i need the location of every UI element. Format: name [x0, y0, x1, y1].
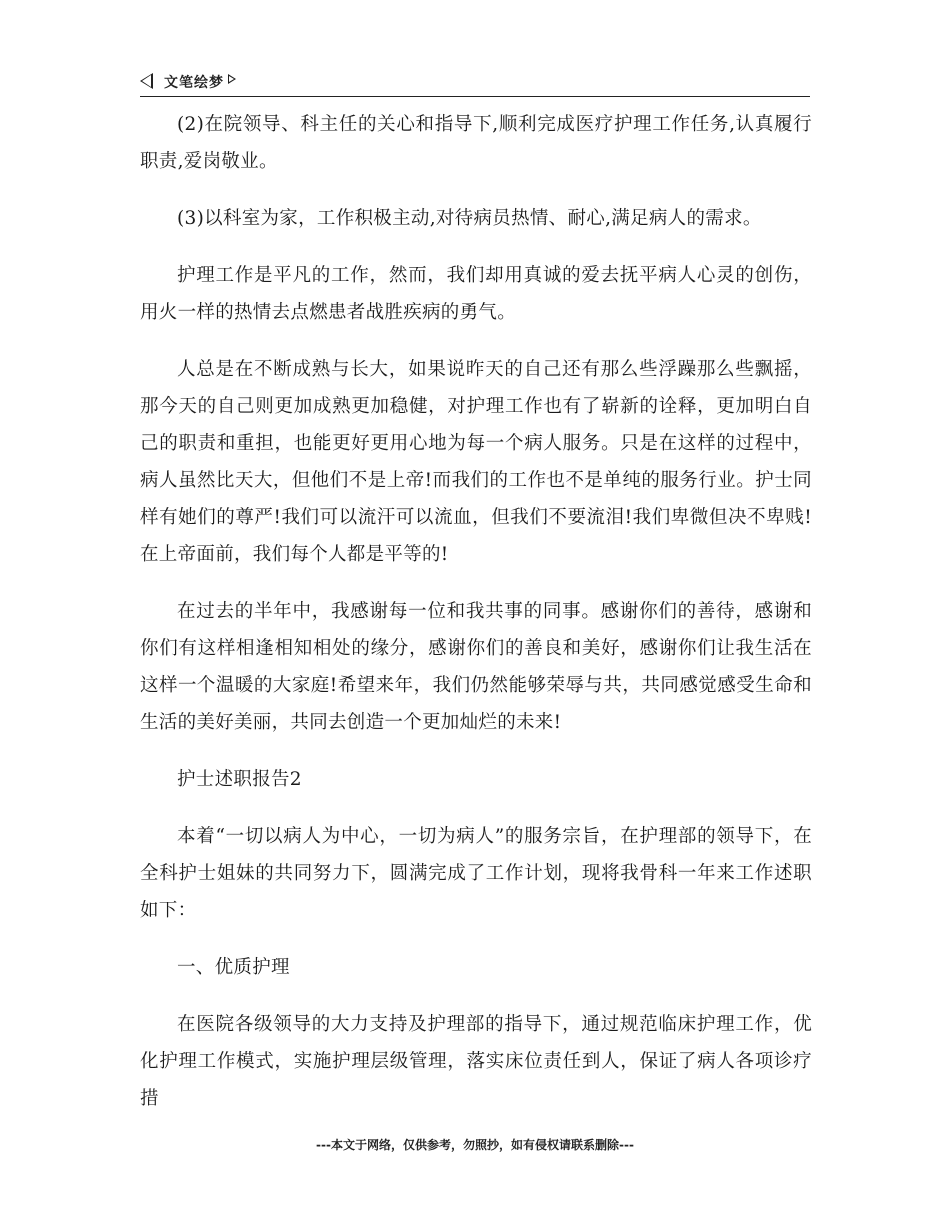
left-triangle-icon: [140, 73, 153, 89]
paragraph-7: 在医院各级领导的大力支持及护理部的指导下，通过规范临床护理工作，优化护理工作模式，实施护理层级管理，落实床位责任到人，保证了病人各项诊疗措: [140, 1014, 812, 1109]
paragraph-2: (3)以科室为家，工作积极主动,对待病员热情、耐心,满足病人的需求。: [177, 208, 762, 229]
document-body: [140, 106, 812, 1137]
paragraph-3: 护理工作是平凡的工作，然而，我们却用真诚的爱去抚平病人心灵的创伤，用火一样的热情去点燃患者战胜疾病的勇气。: [140, 265, 812, 323]
paragraph-5: 在过去的半年中，我感谢每一位和我共事的同事。感谢你们的善待，感谢和你们有这样相逢相知相处的缘分，感谢你们的善良和美好，感谢你们让我生活在这样一个温暖的大家庭!希望来年，我们仍然能够荣辱与共，共同感觉感受生命和生活的美好美丽，共同去创造一个更加灿烂的未来!: [140, 601, 812, 733]
page-header: [140, 70, 810, 97]
right-triangle-icon: [228, 74, 236, 84]
header-brand: 文笔绘梦: [164, 75, 224, 91]
subsection-heading: 一、优质护理: [177, 957, 290, 978]
paragraph-6: 本着“一切以病人为中心，一切为病人”的服务宗旨，在护理部的领导下，在全科护士姐妹的共同努力下，圆满完成了工作计划，现将我骨科一年来工作述职如下：: [140, 826, 812, 921]
paragraph-4: 人总是在不断成熟与长大，如果说昨天的自己还有那么些浮躁那么些飘摇，那今天的自己则更加成熟更加稳健，对护理工作也有了崭新的诠释，更加明白自己的职责和重担，也能更好更用心地为每一个病人服务。只是在这样的过程中，病人虽然比天大，但他们不是上帝!而我们的工作也不是单纯的服务行业。护士同样有她们的尊严!我们可以流汗可以流血，但我们不要流泪!我们卑微但决不卑贱!在上帝面前，我们每个人都是平等的!: [140, 359, 812, 565]
paragraph-1: (2)在院领导、科主任的关心和指导下,顺利完成医疗护理工作任务,认真履行职责,爱岗敬业。: [140, 114, 812, 172]
section-title: 护士述职报告2: [177, 769, 302, 790]
page-footer: ---本文于网络，仅供参考，勿照抄，如有侵权请联系删除---: [316, 1138, 634, 1152]
